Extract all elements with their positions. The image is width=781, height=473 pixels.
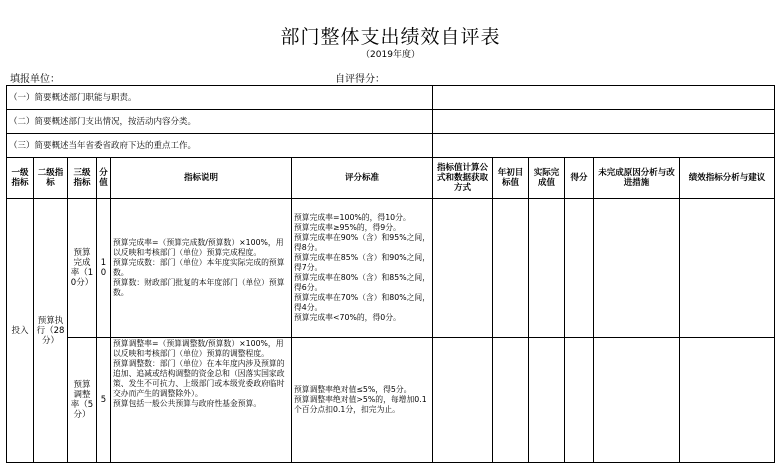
unit-label: 填报单位： <box>10 74 60 85</box>
header-level2: 二级指标 <box>34 158 68 199</box>
reason-input[interactable] <box>594 199 680 338</box>
intro-row-2 <box>7 110 775 134</box>
header-row <box>7 158 775 199</box>
page-title: 部门整体支出绩效自评表 <box>280 26 501 48</box>
desc-cell: 预算完成率=（预算完成数/预算数）×100%，用以反映和考核部门（单位）预算完成程度。 预算完成数：部门（单位）本年度实际完成的预算数。 预算数：财政部门批复的本年度部门（单位）预算数。 <box>111 199 292 338</box>
actual-input[interactable] <box>529 199 565 338</box>
header-score: 分值 <box>97 158 111 199</box>
table-row <box>7 338 775 463</box>
level3-cell: 预算完成率（10分） <box>68 199 97 338</box>
header-level1: 一级指标 <box>7 158 34 199</box>
reason-input[interactable] <box>594 338 680 463</box>
header-start: 年初目标值 <box>493 158 529 199</box>
header-got: 得分 <box>565 158 594 199</box>
intro-text-1: （一）简要概述部门职能与职责。 <box>7 86 433 110</box>
start-input[interactable] <box>493 199 529 338</box>
got-input[interactable] <box>565 199 594 338</box>
start-input[interactable] <box>493 338 529 463</box>
criteria-cell: 预算完成率=100%的，得10分。 预算完成率≥95%的，得9分。 预算完成率在90%（含）和95%之间，得8分。 预算完成率在85%（含）和90%之间，得7分。 预算完成率在80%（含）和85%之间，得6分。 预算完成率在70%（含）和80%之间，得4分。 预算完成率<70%的，得0分。 <box>292 199 433 338</box>
actual-input[interactable] <box>529 338 565 463</box>
header-desc: 指标说明 <box>111 158 292 199</box>
score-cell: 10 <box>97 199 111 338</box>
criteria-cell: 预算调整率绝对值≤5%，得5分。 预算调整率绝对值>5%的，每增加0.1个百分点扣0.1分，扣完为止。 <box>292 338 433 463</box>
got-input[interactable] <box>565 338 594 463</box>
score-label: 自评得分： <box>335 74 385 85</box>
advice-input[interactable] <box>680 338 775 463</box>
calc-input[interactable] <box>433 338 493 463</box>
intro-input-1[interactable] <box>433 86 775 110</box>
header-level3: 三级指标 <box>68 158 97 199</box>
year-subtitle: （2019年度） <box>361 50 420 60</box>
intro-input-2[interactable] <box>433 110 775 134</box>
intro-row-3 <box>7 134 775 158</box>
header-actual: 实际完成值 <box>529 158 565 199</box>
header-calc: 指标值计算公式和数据获取方式 <box>433 158 493 199</box>
intro-text-2: （二）简要概述部门支出情况，按活动内容分类。 <box>7 110 433 134</box>
calc-input[interactable] <box>433 199 493 338</box>
advice-input[interactable] <box>680 199 775 338</box>
intro-row-1 <box>7 86 775 110</box>
level1-cell: 投入 <box>7 199 34 463</box>
header-advice: 绩效指标分析与建议 <box>680 158 775 199</box>
level3-cell: 预算调整率（5分） <box>68 338 97 463</box>
level2-cell: 预算执行（28分） <box>34 199 68 463</box>
header-reason: 未完成原因分析与改进措施 <box>594 158 680 199</box>
intro-text-3: （三）简要概述当年省委省政府下达的重点工作。 <box>7 134 433 158</box>
header-criteria: 评分标准 <box>292 158 433 199</box>
score-cell: 5 <box>97 338 111 463</box>
desc-cell: 预算调整率=（预算调整数/预算数）×100%，用以反映和考核部门（单位）预算的调整程度。 预算调整数：部门（单位）在本年度内涉及预算的追加、追减或结构调整的资金总和（因落实国家政策、发生不可抗力、上级部门或本级党委政府临时交办而产生的调整除外）。 预算包括一般公共预算与政府性基金预算。 <box>111 338 292 463</box>
intro-input-3[interactable] <box>433 134 775 158</box>
table-row <box>7 199 775 338</box>
evaluation-table <box>6 85 775 463</box>
